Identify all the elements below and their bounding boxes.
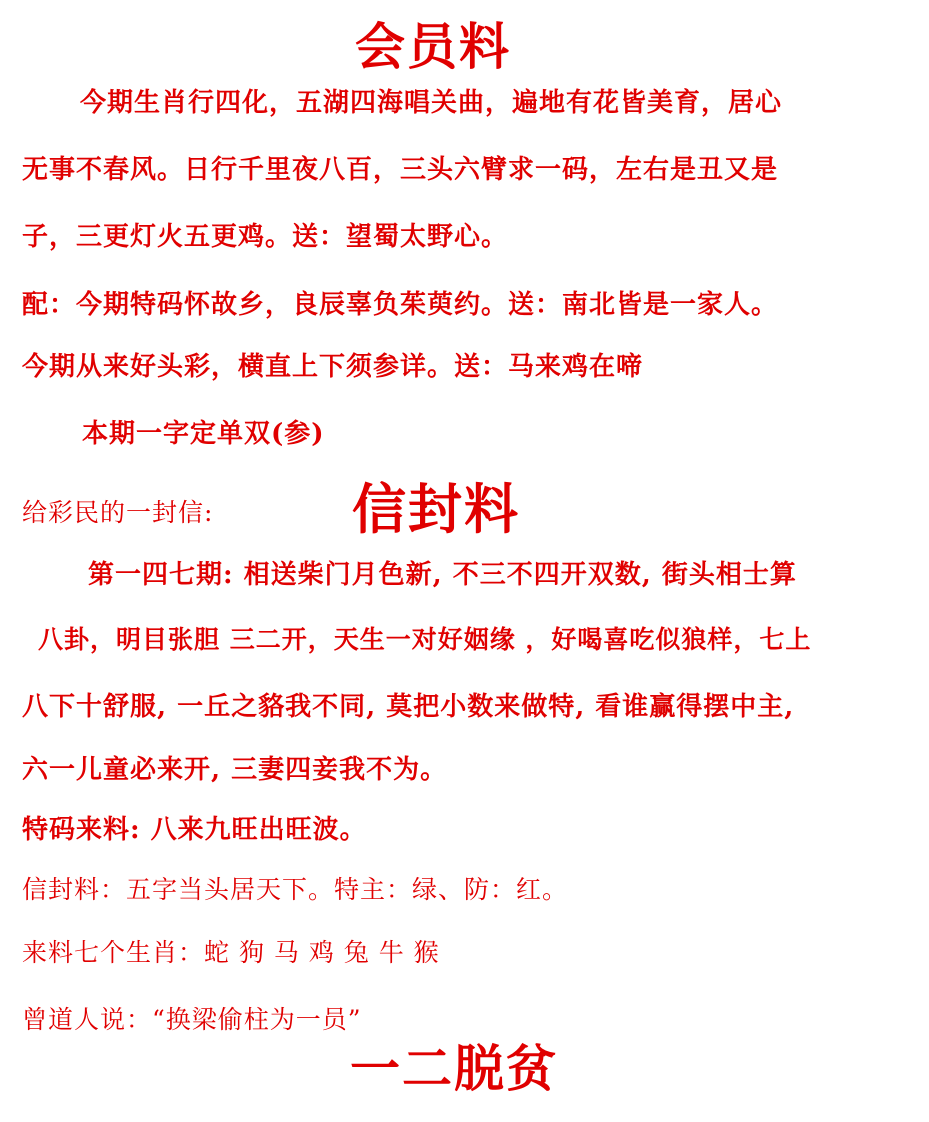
member-line-3: 子，三更灯火五更鸡。送：望蜀太野心。 [22, 222, 509, 252]
letter-line-4: 六一儿童必来开, 三妻四妾我不为。 [22, 755, 448, 785]
member-line-1: 今期生肖行四化，五湖四海唱关曲，遍地有花皆美育，居心 [80, 88, 783, 118]
member-title: 会员料 [355, 17, 511, 76]
letter-line-5: 特码来料: 八来九旺出旺波。 [22, 815, 367, 845]
member-line-5: 今期从来好头彩，横直上下须参详。送：马来鸡在啼 [22, 352, 644, 382]
member-line-2: 无事不春风。日行千里夜八百，三头六臂求一码，左右是丑又是 [22, 155, 779, 185]
letter-line-3: 八下十舒服, 一丘之貉我不同, 莫把小数来做特, 看谁赢得摆中主, [22, 692, 795, 722]
footer-title: 一二脱贫 [350, 1039, 558, 1098]
letter-line-2: 八卦，明目张胆 三二开，天生一对好姻缘 ，好喝喜吃似狼样，七上 [38, 625, 812, 654]
letter-line-1: 第一四七期: 相送柴门月色新, 不三不四开双数, 街头相士算 [88, 560, 797, 590]
letter-line-6: 信封料：五字当头居天下。特主：绿、防：红。 [22, 875, 569, 904]
letter-intro: 给彩民的一封信: [22, 498, 214, 527]
letter-title: 信封料 [352, 477, 520, 541]
letter-line-8: 曾道人说：“换梁偷柱为一员” [22, 1005, 362, 1034]
letter-line-7: 来料七个生肖：蛇 狗 马 鸡 兔 牛 猴 [22, 938, 440, 967]
member-line-4: 配：今期特码怀故乡，良辰辜负茱萸约。送：南北皆是一家人。 [22, 290, 779, 320]
member-line-6: 本期一字定单双(参) [82, 419, 325, 449]
